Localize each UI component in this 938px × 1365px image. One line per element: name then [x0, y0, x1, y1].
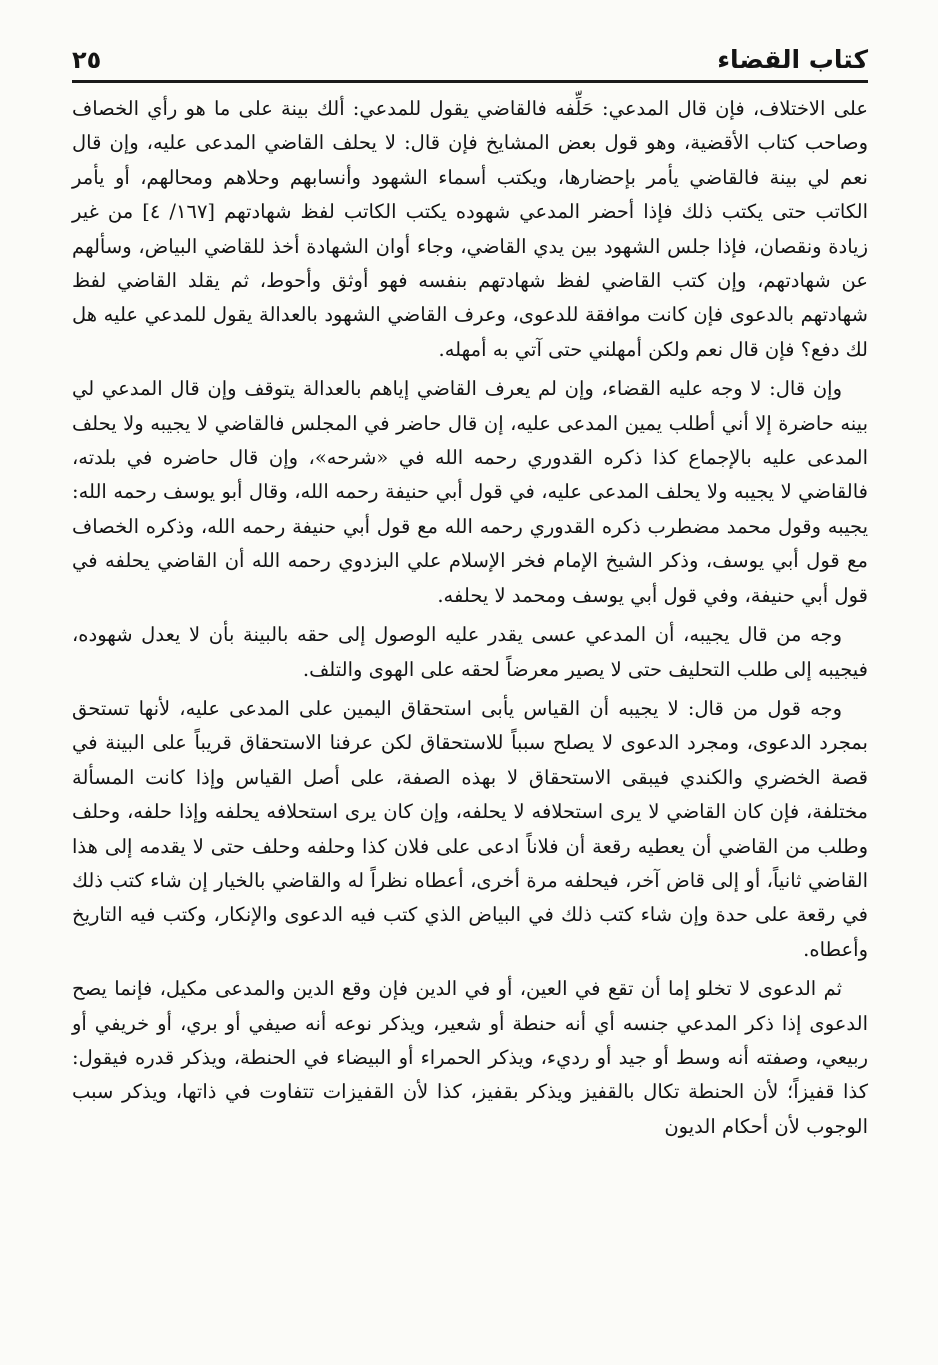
paragraph: وإن قال: لا وجه عليه القضاء، وإن لم يعرف القاضي إياهم بالعدالة يتوقف وإن قال المدعي لي بينه حاضرة إلا أني أطلب يمين المدعى عليه، إن قال حاضر في المجلس فالقاضي لا يجيبه ولا يحلف المدعى عليه بالإجماع كذا ذكره القدوري رحمه الله في «شرحه»، وإن قال حاضره في بلدته، فالقاضي لا يجيبه ولا يحلف المدعى عليه، في قول أبي حنيفة رحمه الله، وقال أبو يوسف رحمه الله: يجيبه وقول محمد مضطرب ذكره القدوري رحمه الله مع قول أبي حنيفة رحمه الله، وذكره الخصاف مع قول أبي يوسف، وذكر الشيخ الإمام فخر الإسلام علي البزدوي رحمه الله أن القاضي يحلفه في قول أبي حنيفة، وفي قول أبي يوسف ومحمد لا يحلفه. [72, 377, 868, 607]
book-title: كتاب القضاء [717, 45, 868, 74]
body-text [72, 92, 868, 1149]
header-rule [72, 80, 868, 83]
paragraph: ثم الدعوى لا تخلو إما أن تقع في العين، أو في الدين فإن وقع الدين والمدعى مكيل، فإنما يصح الدعوى إذا ذكر المدعي جنسه أي أنه حنطة أو شعير، ويذكر نوعه أنه صيفي أو بري، أو خريفي أو ربيعي، وصفته أنه وسط أو جيد أو رديء، ويذكر الحمراء أو البيضاء في الحنطة، ويذكر قدره فيقول: كذا قفيزاً؛ لأن الحنطة تكال بالقفيز ويذكر بقفيز، كذا لأن القفيزات تتفاوت في ذاتها، ويذكر سبب الوجوب لأن أحكام الديون [72, 977, 868, 1138]
running-header [72, 30, 868, 74]
paragraph: وجه من قال يجيبه، أن المدعي عسى يقدر عليه الوصول إلى حقه بالبينة بأن لا يعدل شهوده، فيجيبه إلى طلب التحليف حتى لا يصير معرضاً لحقه على الهوى والتلف. [72, 623, 868, 681]
paragraph: وجه قول من قال: لا يجيبه أن القياس يأبى استحقاق اليمين على المدعى عليه، لأنها تستحق بمجرد الدعوى، ومجرد الدعوى لا يصلح سبباً للاستحقاق لكن عرفنا الاستحقاق قريباً على البينة في قصة الخضري والكندي فيبقى الاستحقاق لا بهذه الصفة، على أصل القياس وإذا كانت المسألة مختلفة، فإن كان القاضي لا يرى استحلافه لا يحلفه، وإن كان يرى استحلافه يحلفه وإذا حلفه، وحلف وطلب من القاضي أن يعطيه رقعة أن فلاناً ادعى على فلان كذا وحلفه وحلف حتى لا يقدمه إلى هذا القاضي ثانياً، أو إلى قاض آخر، فيحلفه مرة أخرى، أعطاه نظراً له والقاضي بالخيار إن شاء كتب ذلك في رقعة على حدة وإن شاء كتب ذلك في البياض الذي كتب فيه الدعوى والإنكار، وكتب فيه التاريخ وأعطاه. [72, 696, 868, 961]
page-number: ٢٥ [72, 46, 102, 74]
paragraph: على الاختلاف، فإن قال المدعي: حَلِّفه فالقاضي يقول للمدعي: ألك بينة على ما هو رأي الخصاف وصاحب كتاب الأقضية، وهو قول بعض المشايخ فإن قال: لا يحلف القاضي المدعى عليه، وإن قال نعم لي بينة فالقاضي يأمر بإحضارها، ويكتب أسماء الشهود وأنسابهم وحلاهم ومحالهم، أو يأمر الكاتب حتى يكتب ذلك فإذا أحضر المدعي شهوده يكتب الكاتب لفظ شهادتهم [١٦٧/ ٤] من غير زيادة ونقصان، فإذا جلس الشهود بين يدي القاضي، وجاء أوان الشهادة أخذ للقاضي البياض، وسألهم عن شهادتهم، وإن كتب القاضي لفظ شهادتهم بنفسه فهو أوثق وأحوط، ثم يقلد القاضي لفظ شهادتهم بالدعوى فإن كانت موافقة للدعوى، وعرف القاضي الشهود بالعدالة يقول للمدعي عليه هل لك دفع؟ فإن قال نعم ولكن أمهلني حتى آتي به أمهله. [72, 97, 868, 361]
